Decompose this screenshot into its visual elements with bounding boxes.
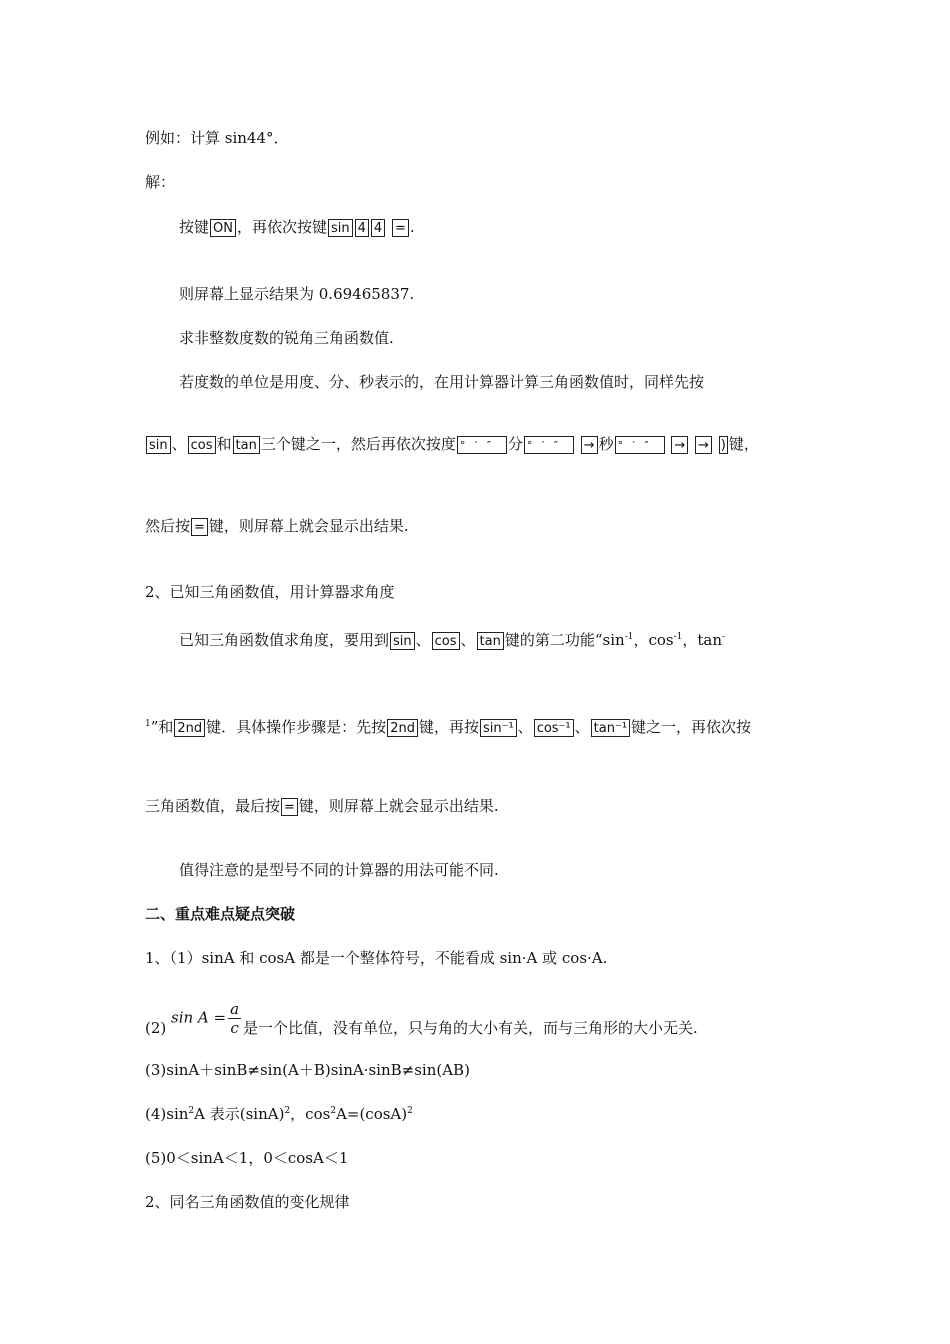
text: 1: [145, 719, 151, 729]
key-equals: =: [191, 518, 208, 536]
key-dms: ° ′ ″: [615, 436, 665, 454]
text: ”和: [150, 718, 174, 736]
text: 键，则屏幕上就会显示出结果.: [298, 797, 499, 815]
point-1-line: [145, 948, 607, 968]
text: 2: [407, 1106, 413, 1116]
text: ，cos: [633, 631, 674, 649]
key-equals: =: [281, 798, 298, 816]
text: 、: [415, 631, 431, 649]
text: 、: [517, 718, 533, 736]
key-equals: =: [392, 219, 409, 237]
point-5-text: (5)0＜sinA＜1，0＜cosA＜1: [145, 1149, 349, 1167]
text: 、: [460, 631, 476, 649]
key-4: 4: [355, 219, 369, 237]
key-sin-inverse: sin⁻¹: [480, 719, 517, 737]
dms-keys-line: [145, 434, 759, 454]
text: 2: [188, 1106, 195, 1116]
point-3-line: [145, 1060, 470, 1080]
text: (2): [145, 1019, 167, 1037]
text: sin A =: [171, 1008, 227, 1027]
key-2nd: 2nd: [387, 719, 418, 737]
solution-text: 解：: [145, 173, 176, 191]
text: 和: [216, 435, 232, 453]
text: -: [722, 632, 726, 642]
text: A=(cosA): [336, 1105, 408, 1123]
text: 三角函数值，最后按: [145, 797, 281, 815]
result-text: 则屏幕上显示结果为 0.69465837.: [179, 285, 415, 303]
key-cos: cos: [188, 436, 216, 454]
key-arrow: →: [581, 436, 598, 454]
text: 已知三角函数值求角度，要用到: [179, 631, 390, 649]
formula: [171, 1000, 243, 1037]
text: 分: [507, 435, 523, 453]
text: ，cos: [290, 1105, 331, 1123]
text: 2: [284, 1106, 291, 1116]
text: a: [230, 1000, 240, 1018]
text: 键之一，再依次按: [631, 718, 752, 736]
example-line: [145, 128, 289, 148]
text: .: [409, 218, 415, 236]
final-press-line: [145, 796, 499, 816]
text: 、: [171, 435, 187, 453]
result-line: [179, 284, 414, 304]
point-1-text: 1、（1）sinA 和 cosA 都是一个整体符号，不能看成 sin·A 或 cos·A.: [145, 949, 608, 967]
key-tan: tan: [233, 436, 260, 454]
text: 、: [574, 718, 590, 736]
key-dms: ° ′ ″: [524, 436, 574, 454]
text: (4)sin: [145, 1105, 189, 1123]
example-text: 例如：计算 sin44°．: [145, 129, 289, 147]
text: 秒: [598, 435, 614, 453]
steps-line: [145, 717, 751, 737]
text: -1: [673, 632, 683, 642]
bold-heading-text: 二、重点难点疑点突破: [145, 905, 296, 923]
text: 键的第二功能“sin: [504, 631, 625, 649]
text: 键，: [728, 435, 759, 453]
text: 是一个比值，没有单位，只与角的大小有关，而与三角形的大小无关.: [243, 1019, 698, 1037]
text: c: [230, 1019, 239, 1037]
note-line: [179, 860, 499, 880]
subheading-line: [179, 328, 394, 348]
key-4: 4: [371, 219, 385, 237]
text: 然后按: [145, 517, 191, 535]
fraction: [228, 1000, 241, 1037]
key-sin: sin: [390, 632, 415, 650]
point-5-line: [145, 1148, 348, 1168]
then-press-line: [145, 516, 409, 536]
text: 键．具体操作步骤是：先按: [206, 718, 387, 736]
paragraph-text: 若度数的单位是用度、分、秒表示的，在用计算器计算三角函数值时，同样先按: [179, 373, 705, 391]
key-cos-inverse: cos⁻¹: [534, 719, 574, 737]
point-3-text: (3)sinA＋sinB≠sin(A＋B)sinA·sinB≠sin(AB): [145, 1061, 470, 1079]
section-heading-text: 2、已知三角函数值，用计算器求角度: [145, 583, 395, 601]
text: 键，再按: [418, 718, 479, 736]
text: 键，则屏幕上就会显示出结果.: [208, 517, 409, 535]
key-sin: sin: [328, 219, 353, 237]
text: 三个键之一，然后再依次按度: [260, 435, 456, 453]
key-tan-inverse: tan⁻¹: [591, 719, 630, 737]
key-bracket: ): [720, 438, 726, 453]
key-tan: tan: [477, 632, 504, 650]
point-4-line: [145, 1104, 413, 1124]
key-cos: cos: [432, 632, 460, 650]
text: 2: [330, 1106, 337, 1116]
key-sin: sin: [146, 436, 171, 454]
text: A 表示(sinA): [194, 1105, 285, 1123]
variation-heading-text: 2、同名三角函数值的变化规律: [145, 1193, 350, 1211]
key-on: ON: [210, 219, 236, 237]
text: ，再依次按键: [236, 218, 327, 236]
text: -1: [624, 632, 634, 642]
section-heading-2: [145, 582, 395, 602]
key-dms: ° ′ ″: [457, 436, 507, 454]
text: ，tan: [682, 631, 723, 649]
paragraph-line: [179, 372, 704, 392]
section-heading-bold: [145, 904, 295, 924]
text: 按键: [179, 218, 210, 236]
key-arrow: →: [671, 436, 688, 454]
section-heading-variation: [145, 1192, 350, 1212]
key-2nd: 2nd: [174, 719, 205, 737]
key-arrow: →: [695, 436, 712, 454]
solution-label: [145, 172, 175, 192]
note-text: 值得注意的是型号不同的计算器的用法可能不同.: [179, 861, 499, 879]
inverse-func-line: [179, 630, 725, 650]
subheading-text: 求非整数度数的锐角三角函数值.: [179, 329, 394, 347]
key-sequence-line: [179, 217, 415, 237]
